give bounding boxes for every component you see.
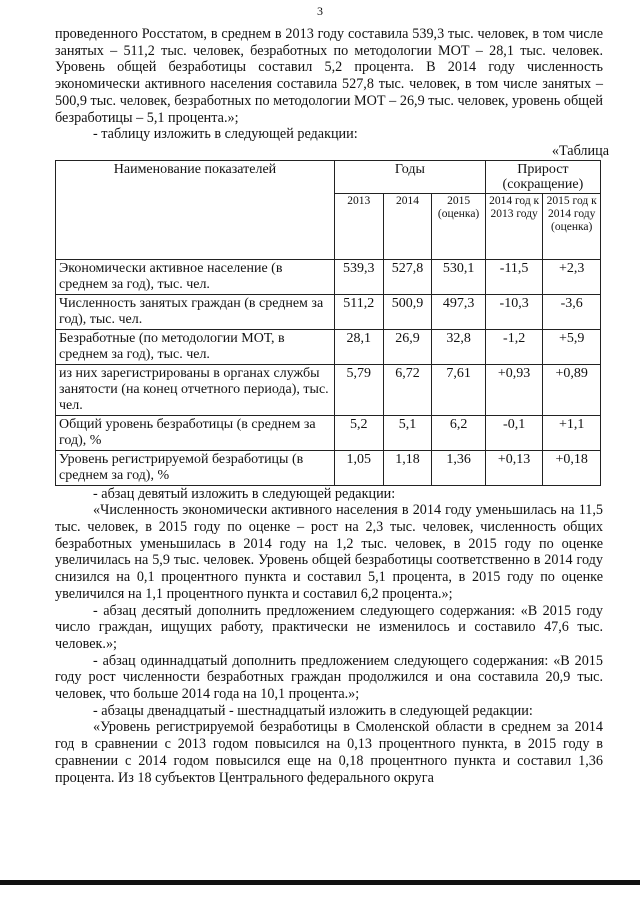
table-row bbox=[56, 450, 601, 485]
cell-2013: 28,1 bbox=[334, 329, 383, 364]
cell-growth-2015: +1,1 bbox=[543, 415, 601, 450]
cell-2015: 32,8 bbox=[432, 329, 486, 364]
cell-2014: 6,72 bbox=[383, 364, 432, 415]
header-year-2015: 2015 (оценка) bbox=[432, 193, 486, 259]
cell-growth-2014: +0,93 bbox=[485, 364, 543, 415]
cell-growth-2015: +0,89 bbox=[543, 364, 601, 415]
cell-growth-2015: +5,9 bbox=[543, 329, 601, 364]
table-row bbox=[56, 259, 601, 294]
row-label: Экономически активное население (в среднем за год), тыс. чел. bbox=[56, 259, 335, 294]
header-growth: Прирост (сокращение) bbox=[485, 160, 600, 193]
row-label: Общий уровень безработицы (в среднем за год), % bbox=[56, 415, 335, 450]
table-row bbox=[56, 294, 601, 329]
intro-paragraph: проведенного Росстатом, в среднем в 2013 году составила 539,3 тыс. человек, в том числе занятых – 511,2 тыс. человек, безработных по методологии МОТ – 28,1 тыс. человек. Уровень общей безработицы составил 5,2 процента. В 2014 году численность экономически активного населения составила 527,8 тыс. человек, в том числе занятых – 500,9 тыс. человек, безработных по методологии МОТ – 26,9 тыс. человек, уровень общей безработицы – 5,1 процента.»; bbox=[55, 26, 603, 126]
cell-2013: 5,79 bbox=[334, 364, 383, 415]
statistics-table bbox=[55, 160, 601, 486]
paragraph-12-instruction: - абзацы двенадцатый - шестнадцатый изложить в следующей редакции: bbox=[93, 702, 533, 719]
cell-growth-2014: -10,3 bbox=[485, 294, 543, 329]
cell-2013: 5,2 bbox=[334, 415, 383, 450]
header-year-2013: 2013 bbox=[334, 193, 383, 259]
cell-growth-2015: +2,3 bbox=[543, 259, 601, 294]
cell-2013: 539,3 bbox=[334, 259, 383, 294]
cell-2015: 6,2 bbox=[432, 415, 486, 450]
cell-2015: 530,1 bbox=[432, 259, 486, 294]
cell-growth-2014: -11,5 bbox=[485, 259, 543, 294]
paragraph-12-text: «Уровень регистрируемой безработицы в Смоленской области в среднем за 2014 год в сравнении с 2013 годом повысился на 0,13 процентного пункта, в 2015 году в сравнении с 2014 годом повысился еще на 0,18 процентного пункта и составил 1,36 процента. Из 18 субъектов Центрального федерального округа bbox=[55, 719, 603, 786]
row-label: Безработные (по методологии МОТ, в среднем за год), тыс. чел. bbox=[56, 329, 335, 364]
cell-2015: 497,3 bbox=[432, 294, 486, 329]
paragraph-9-text: «Численность экономически активного населения в 2014 году уменьшилась на 11,5 тыс. человек, в 2015 году по оценке – рост на 2,3 тыс. человек, численность общих безработных уменьшилась в 2014 году на 1,2 тыс. человек, в 2015 году по оценке увеличилась на 5,9 тыс. человек. Уровень общей безработицы соответственно в 2014 году снизился на 0,1 процентного пункта и составил 5,1 процента, в 2015 году по оценке увеличился на 1,1 процентного пункта и составил 6,2 процента.»; bbox=[55, 502, 603, 602]
header-years: Годы bbox=[334, 160, 485, 193]
cell-growth-2014: +0,13 bbox=[485, 450, 543, 485]
cell-2013: 511,2 bbox=[334, 294, 383, 329]
cell-2014: 527,8 bbox=[383, 259, 432, 294]
cell-2014: 5,1 bbox=[383, 415, 432, 450]
page-number: 3 bbox=[317, 4, 323, 18]
cell-growth-2015: +0,18 bbox=[543, 450, 601, 485]
paragraph-9-instruction: - абзац девятый изложить в следующей редакции: bbox=[93, 485, 396, 502]
header-year-2014: 2014 bbox=[383, 193, 432, 259]
cell-growth-2015: -3,6 bbox=[543, 294, 601, 329]
table-caption: «Таблица bbox=[551, 142, 609, 159]
document-body bbox=[55, 26, 609, 786]
header-growth-2015: 2015 год к 2014 году (оценка) bbox=[543, 193, 601, 259]
header-indicator-name: Наименование показателей bbox=[56, 160, 335, 259]
cell-2015: 1,36 bbox=[432, 450, 486, 485]
cell-2015: 7,61 bbox=[432, 364, 486, 415]
table-row bbox=[56, 329, 601, 364]
cell-2014: 26,9 bbox=[383, 329, 432, 364]
cell-growth-2014: -0,1 bbox=[485, 415, 543, 450]
table-row bbox=[56, 415, 601, 450]
paragraph-10-text: - абзац десятый дополнить предложением следующего содержания: «В 2015 году число граждан, ищущих работу, практически не изменилось и составило 47,6 тыс. человек.»; bbox=[55, 602, 603, 652]
table-instruction: - таблицу изложить в следующей редакции: bbox=[93, 126, 358, 143]
row-label: Уровень регистрируемой безработицы (в среднем за год), % bbox=[56, 450, 335, 485]
header-growth-2014: 2014 год к 2013 году bbox=[485, 193, 543, 259]
cell-2013: 1,05 bbox=[334, 450, 383, 485]
table-row bbox=[56, 364, 601, 415]
row-label: Численность занятых граждан (в среднем за год), тыс. чел. bbox=[56, 294, 335, 329]
cell-2014: 1,18 bbox=[383, 450, 432, 485]
cell-2014: 500,9 bbox=[383, 294, 432, 329]
row-label: из них зарегистрированы в органах службы занятости (на конец отчетного периода), тыс. чел. bbox=[56, 364, 335, 415]
footer-rule bbox=[0, 880, 640, 885]
paragraph-11-text: - абзац одиннадцатый дополнить предложением следующего содержания: «В 2015 году рост численности безработных граждан продолжился и она составила 20,9 тыс. человек, что больше 2014 года на 10,1 процента.»; bbox=[55, 652, 603, 703]
cell-growth-2014: -1,2 bbox=[485, 329, 543, 364]
